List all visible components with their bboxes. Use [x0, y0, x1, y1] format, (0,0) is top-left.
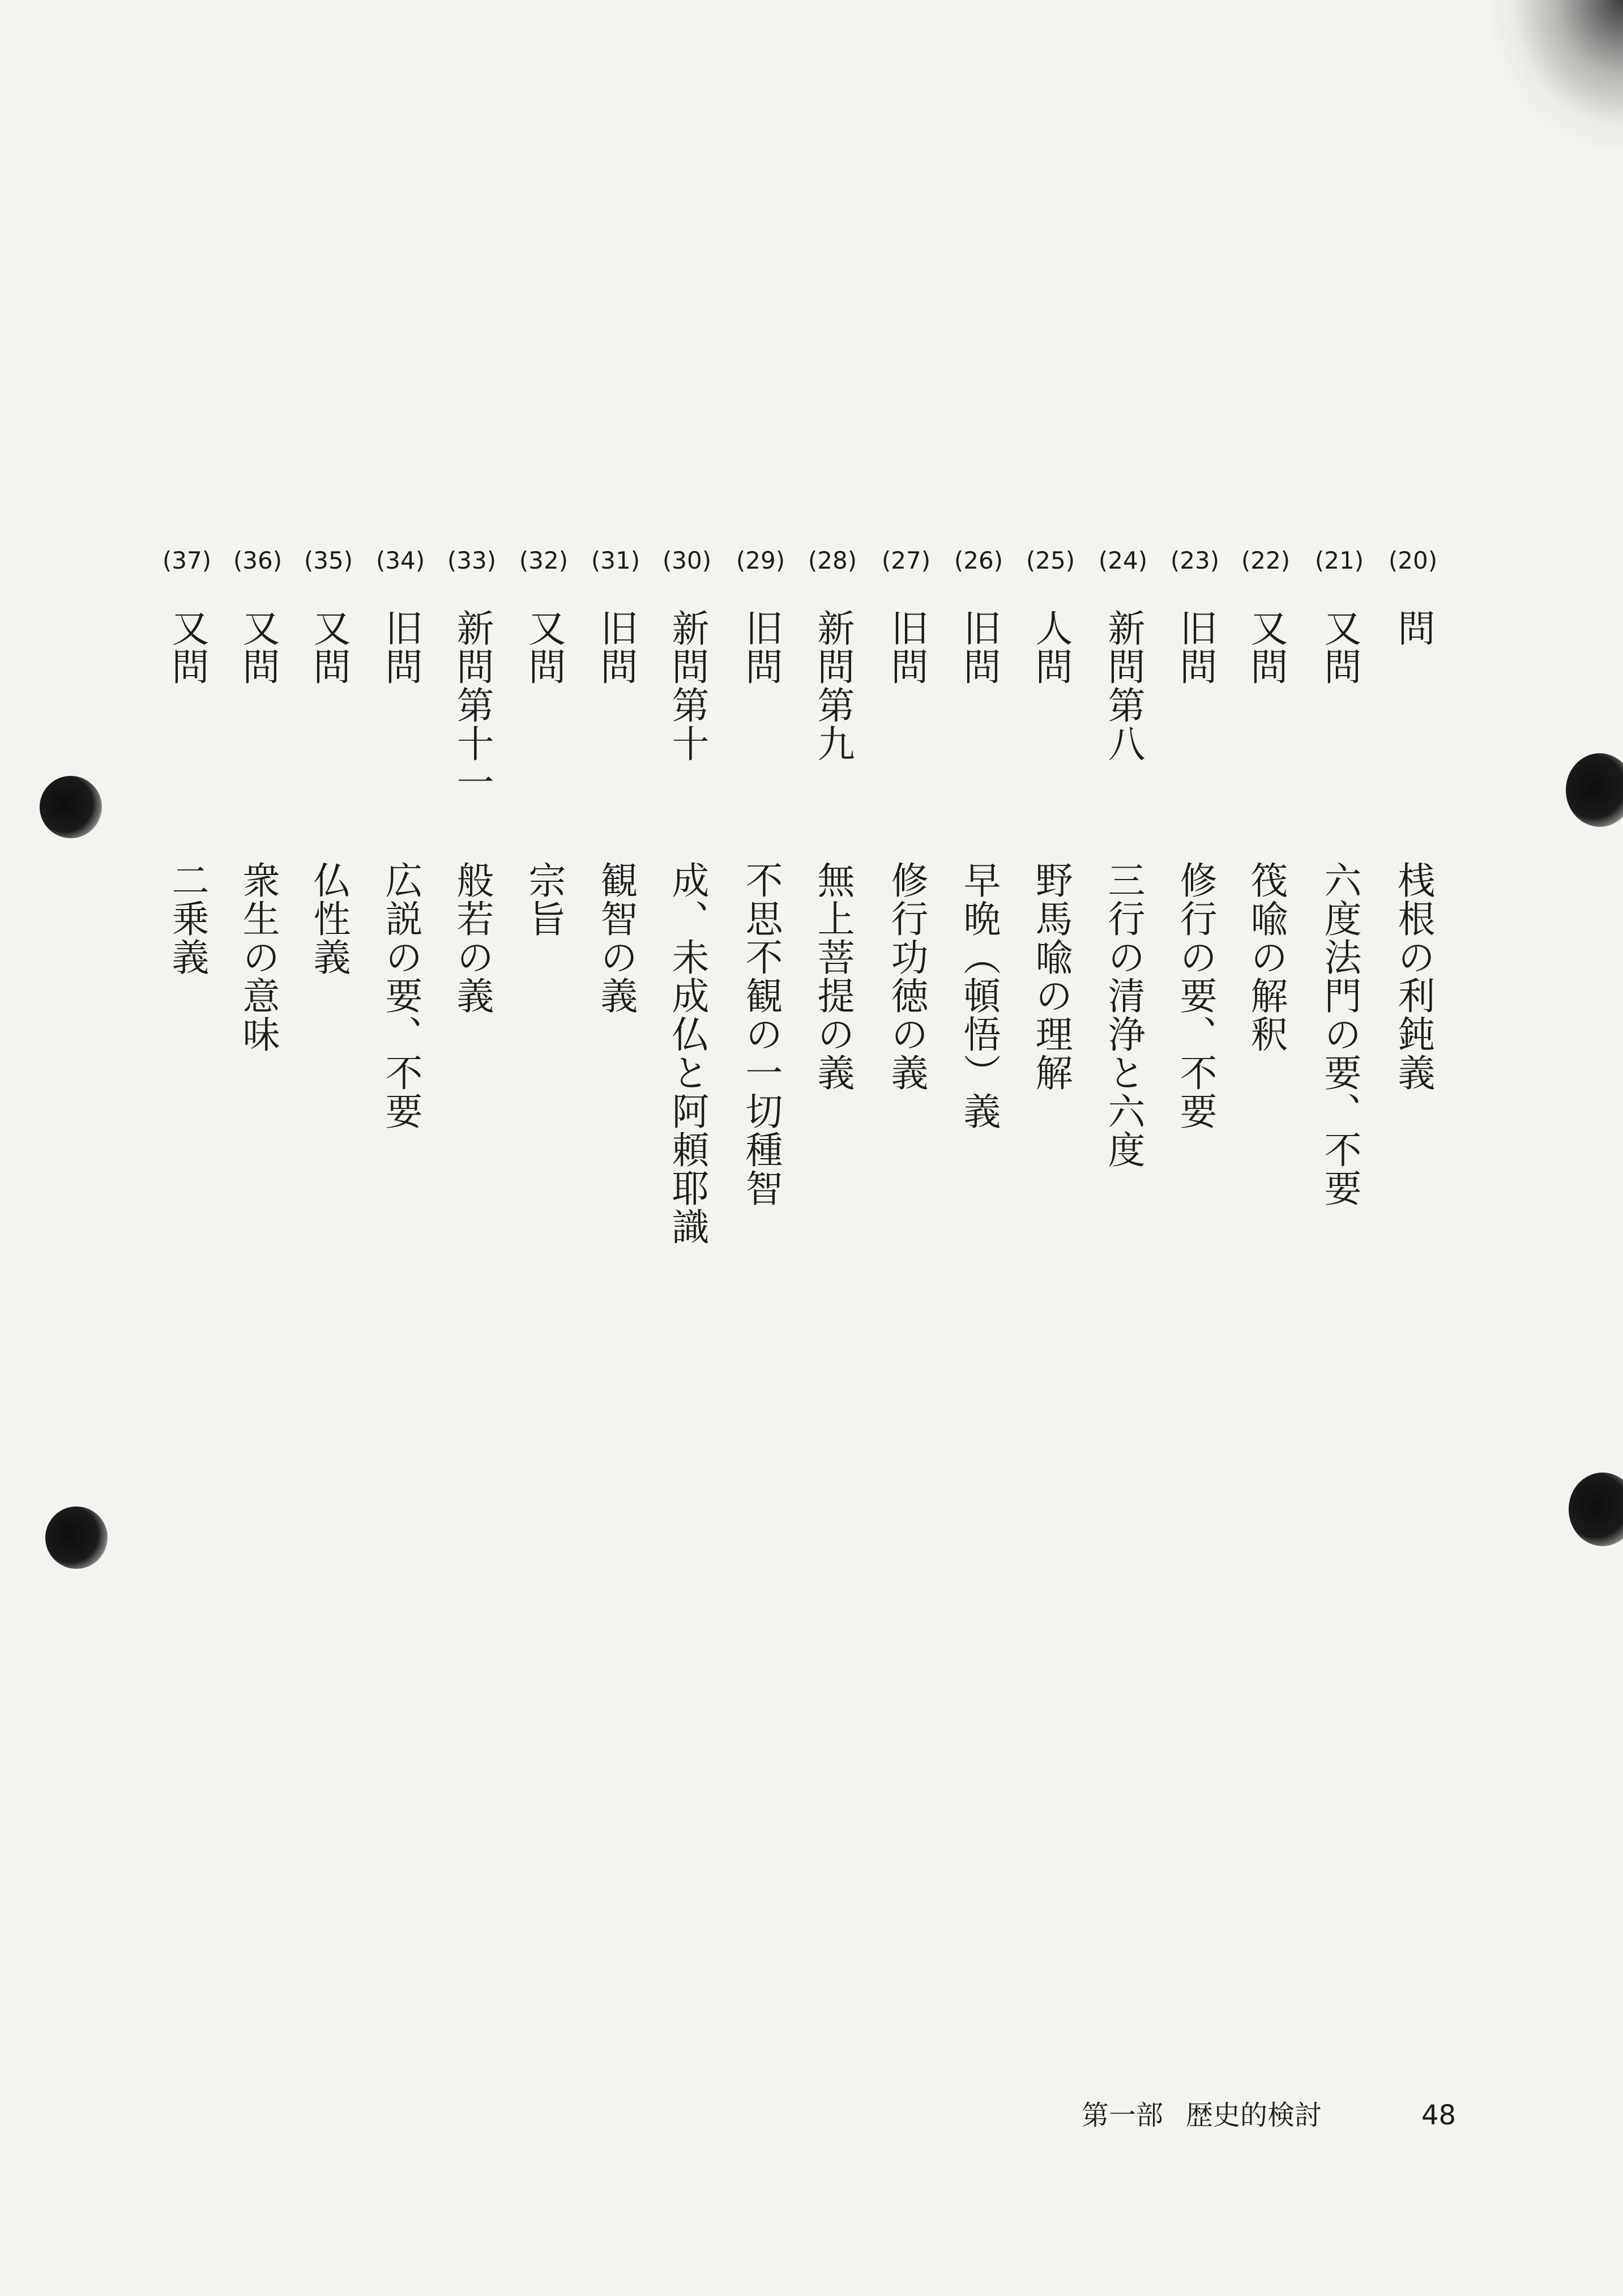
- entry-title: 観智の義: [594, 861, 638, 1015]
- entry-number: (22): [1241, 547, 1291, 574]
- toc-entry: [584, 544, 647, 1291]
- entry-question-type: 旧問: [1173, 609, 1217, 686]
- entry-title: 不思不観の一切種智: [739, 861, 783, 1207]
- entry-number: (21): [1314, 547, 1364, 574]
- toc-entry: [297, 544, 360, 1291]
- entry-question-type: 新問第九: [811, 609, 855, 763]
- page-number: 48: [1421, 2099, 1457, 2131]
- toc-entry: [656, 544, 718, 1291]
- entry-title: 衆生の意味: [236, 861, 280, 1053]
- entry-question-type: 旧問: [957, 609, 1001, 686]
- toc-entry: [1164, 544, 1226, 1291]
- entry-number: (20): [1388, 547, 1438, 574]
- entry-number: (27): [881, 547, 931, 574]
- toc-entry: [1235, 544, 1297, 1291]
- entry-number: (25): [1026, 547, 1075, 574]
- toc-entry: [729, 544, 792, 1291]
- toc-entry: [369, 544, 432, 1291]
- entry-number: (28): [808, 547, 857, 574]
- toc-entry: [947, 544, 1010, 1291]
- entry-title: 六度法門の要、不要: [1318, 861, 1361, 1207]
- entry-question-type: 又問: [1244, 609, 1288, 686]
- entry-title: 早晩（頓悟）義: [957, 861, 1001, 1130]
- toc-entry: [1308, 544, 1370, 1291]
- entry-number: (24): [1098, 547, 1148, 574]
- toc-entry: [156, 544, 218, 1291]
- entry-title: 三行の清浄と六度: [1101, 861, 1145, 1169]
- toc-entry: [1019, 544, 1082, 1291]
- entry-question-type: 新問第十一: [450, 609, 494, 801]
- entry-number: (34): [375, 547, 425, 574]
- entry-question-type: 又問: [165, 609, 209, 686]
- entry-question-type: 又問: [522, 609, 566, 686]
- footer-section-title: 歴史的検討: [1186, 2099, 1322, 2131]
- entry-title: 修行功徳の義: [885, 861, 928, 1092]
- toc-entry: [1092, 544, 1154, 1291]
- entry-number: (26): [954, 547, 1003, 574]
- entry-number: (31): [591, 547, 640, 574]
- entry-question-type: 人問: [1029, 609, 1073, 686]
- toc-entry: [227, 544, 289, 1291]
- toc-entry: [875, 544, 937, 1291]
- entry-title: 野馬喩の理解: [1029, 861, 1073, 1092]
- entry-number: (32): [519, 547, 569, 574]
- entry-title: 桟根の利鈍義: [1391, 861, 1435, 1092]
- entry-title: 二乗義: [165, 861, 209, 976]
- entry-question-type: 問: [1391, 609, 1435, 647]
- entry-title: 修行の要、不要: [1173, 861, 1217, 1130]
- entry-number: (30): [662, 547, 712, 574]
- entry-question-type: 又問: [307, 609, 351, 686]
- toc-entry: [1382, 544, 1444, 1291]
- entry-question-type: 旧問: [739, 609, 783, 686]
- entry-title: 宗旨: [522, 861, 566, 938]
- entry-title: 筏喩の解釈: [1244, 861, 1288, 1053]
- entry-question-type: 旧問: [885, 609, 928, 686]
- entry-question-type: 新問第十: [665, 609, 709, 763]
- toc-entry: [801, 544, 864, 1291]
- entry-question-type: 旧問: [594, 609, 638, 686]
- entry-number: (36): [233, 547, 283, 574]
- entry-number: (37): [162, 547, 212, 574]
- entry-title: 広説の要、不要: [379, 861, 422, 1130]
- entry-question-type: 又問: [236, 609, 280, 686]
- entry-title: 無上菩提の義: [811, 861, 855, 1092]
- toc-entry: [441, 544, 503, 1291]
- toc-entry: [512, 544, 575, 1291]
- page-footer: [1082, 2096, 1478, 2135]
- entry-number: (23): [1170, 547, 1220, 574]
- footer-part-label: 第一部: [1082, 2099, 1164, 2131]
- entry-title: 成、未成仏と阿頼耶識: [665, 861, 709, 1246]
- entry-question-type: 又問: [1318, 609, 1361, 686]
- entry-number: (33): [447, 547, 497, 574]
- entry-title: 般若の義: [450, 861, 494, 1015]
- entry-title: 仏性義: [307, 861, 351, 976]
- entry-question-type: 新問第八: [1101, 609, 1145, 763]
- entry-question-type: 旧問: [379, 609, 422, 686]
- entry-number: (29): [736, 547, 785, 574]
- entry-number: (35): [304, 547, 353, 574]
